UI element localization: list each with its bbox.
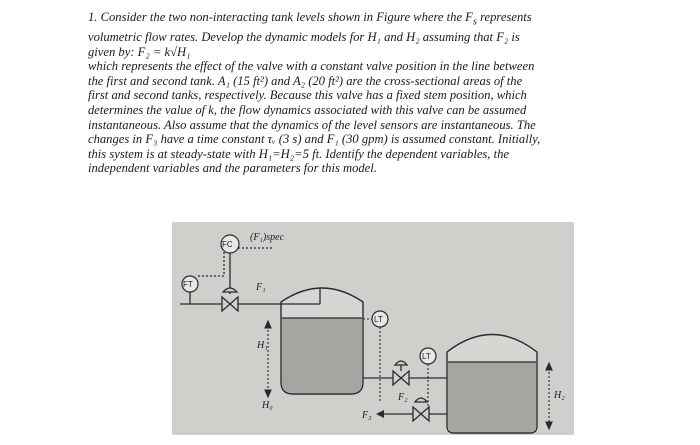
problem-line-1: 1. Consider the two non-interacting tank levels shown in Figure where the $F_s$ represents <box>88 10 532 28</box>
flow-transmitter <box>182 276 198 292</box>
outlet-control-valve <box>413 398 429 421</box>
problem-line-9: changes in F₃ have a time constant τᵥ (3 s) and F₁ (30 gpm) is assumed constant. Initially, <box>88 132 541 147</box>
process-diagram <box>172 222 574 435</box>
ft-label: FT <box>183 280 193 289</box>
fc-label: FC <box>222 240 233 249</box>
problem-line-5: the first and second tank. A₁ (15 ft²) and A₂ (20 ft²) are the cross-sectional areas of the <box>88 73 523 88</box>
h2-dimension <box>546 363 552 429</box>
problem-line-8: instantaneous. Also assume that the dynamics of the level sensors are instantaneous. The <box>88 117 536 132</box>
f3-label: F₃ <box>362 410 372 421</box>
h2-label: H₂ <box>554 390 565 401</box>
tank-1-liquid <box>282 318 362 393</box>
tank-2-liquid <box>448 362 536 432</box>
h1-label: H₁ <box>257 340 268 351</box>
problem-line-6: first and second tanks, respectively. Because this valve has a fixed stem position, which <box>88 88 527 103</box>
problem-line-3: given by: F₂ = k√H₁ <box>88 44 191 59</box>
level-transmitter-1 <box>363 311 388 402</box>
tank-system-figure <box>172 222 574 435</box>
level-transmitter-2 <box>420 348 436 406</box>
f1-label: F₁ <box>256 282 266 293</box>
flow-formula: F₂ = k√H₁ <box>137 44 191 59</box>
lt2-label: LT <box>422 352 431 361</box>
f3-arrow <box>376 410 384 418</box>
h0-label: H₀ <box>262 400 273 411</box>
lt1-label: LT <box>374 315 383 324</box>
inlet-control-valve <box>222 288 238 311</box>
f2-label: F₂ <box>398 392 408 403</box>
h1-dimension <box>265 321 271 397</box>
problem-line-4: which represents the effect of the valve with a constant valve position in the line between <box>88 59 535 74</box>
problem-line-7: determines the value of k, the flow dynamics associated with this valve can be assumed <box>88 103 527 118</box>
problem-statement <box>88 10 628 176</box>
flow-controller <box>221 235 239 253</box>
problem-line-10: this system is at steady-state with H₁=H₂=5 ft. Identify the dependent variables, the <box>88 146 509 161</box>
tank-2 <box>447 335 537 434</box>
problem-line-11: independent variables and the parameters for this model. <box>88 161 377 176</box>
problem-line-2: volumetric flow rates. Develop the dynamic models for H₁ and H₂ assuming that F₂ is <box>88 30 520 45</box>
f1-spec-label: (F₁)spec <box>250 232 285 243</box>
fixed-valve-f2 <box>393 361 409 385</box>
